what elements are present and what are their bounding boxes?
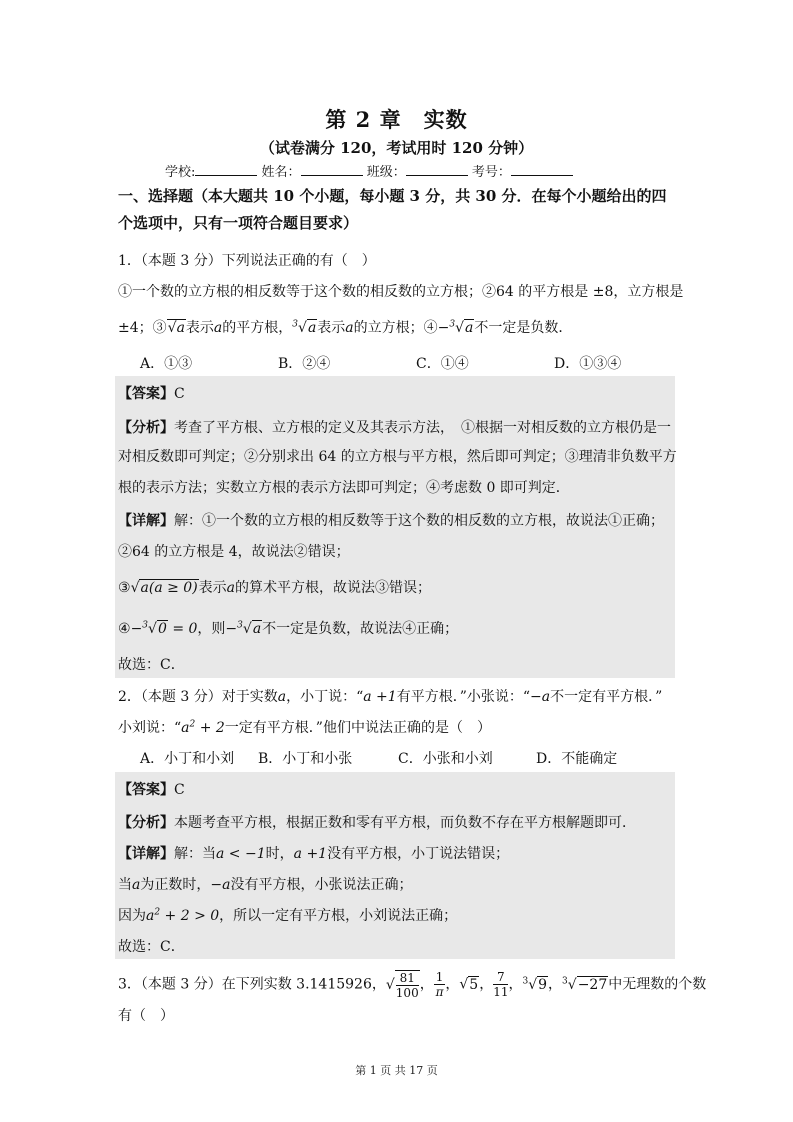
- sqrt-81-100-expr: √ $\frac{81}{100}$: [385, 970, 419, 1000]
- q3-stem-2: 有（ ）: [118, 1008, 174, 1024]
- q2-solution-box: [115, 772, 675, 959]
- q2-option-a[interactable]: A．小丁和小刘: [140, 751, 235, 767]
- section-heading: 一、选择题（本大题共 10 个小题，每小题 3 分，共 30 分．在每个小题给出的四个选项中，只有一项符合题目要求）: [118, 187, 667, 232]
- name-label: 姓名：: [261, 165, 301, 180]
- q1-analysis-2: 对相反数即可判定；②分别求出 64 的立方根与平方根，然后即可判定；③理清非负数平方: [118, 449, 677, 465]
- q3-stem-1: 3．（本题 3 分）在下列实数 3.1415926，√ $\frac{81}{100}$ ， $\frac{1}{\pi}$ ，√5， $\frac{7}{11}$ ，$^3$√9，$^3$√−27中无理数的个数: [118, 970, 707, 1000]
- q1-detail-4: ④−$^3$√0 = 0，则−$^3$√a不一定是负数，故说法④正确；: [118, 620, 459, 637]
- q1-statement-line1: ①一个数的立方根的相反数等于这个数的相反数的立方根；②64 的平方根是 ±8，立方根是: [118, 284, 684, 300]
- q2-detail-1: 【详解】解：当a < −1时，a +1没有平方根，小丁说法错误；: [118, 846, 510, 862]
- neg-cbrt-a-expr: −$^3$√a: [437, 319, 474, 336]
- q1-detail-2: ②64 的立方根是 4，故说法②错误；: [118, 544, 350, 560]
- q2-stem-2: 小刘说：“$a^2 + 2$一定有平方根．”他们中说法正确的是（ ）: [118, 719, 491, 736]
- cbrt-a-expr: $^3$√a: [292, 319, 317, 336]
- number-label: 考号：: [471, 165, 511, 180]
- q2-option-b[interactable]: B．小丁和小张: [258, 751, 353, 767]
- student-info-line: [165, 161, 573, 180]
- q2-detail-2: 当a为正数时，−a没有平方根，小张说法正确；: [118, 877, 413, 893]
- name-blank[interactable]: [301, 163, 363, 176]
- q1-option-b[interactable]: B．②④: [278, 356, 331, 372]
- q2-analysis: 【分析】本题考查平方根，根据正数和零有平方根，而负数不存在平方根解题即可．: [118, 815, 636, 831]
- q2-options: [140, 748, 617, 768]
- page-footer: 第 1 页 共 17 页: [355, 1064, 438, 1077]
- q1-options: [140, 353, 621, 373]
- school-label: 学校:: [165, 165, 196, 180]
- q1-option-d[interactable]: D．①③④: [554, 356, 622, 372]
- class-label: 班级：: [366, 165, 406, 180]
- q2-stem-1: 2．（本题 3 分）对于实数a，小丁说：“a +1有平方根．”小张说：“−a不一定有平方根．”: [118, 689, 663, 705]
- sqrt-a-expr: √a: [167, 320, 185, 336]
- page-title: 第 2 章 实数: [325, 107, 468, 132]
- q2-option-d[interactable]: D．不能确定: [536, 751, 618, 767]
- q1-detail-3: ③√a(a ≥ 0)表示a的算术平方根，故说法③错误；: [118, 580, 432, 596]
- q1-option-a[interactable]: A．①③: [140, 356, 193, 372]
- q1-choose: 故选：C．: [118, 657, 185, 673]
- q1-analysis-1: 【分析】考查了平方根、立方根的定义及其表示方法， ①根据一对相反数的立方根仍是一: [118, 420, 671, 436]
- q2-answer: 【答案】C: [118, 782, 185, 798]
- q1-option-c[interactable]: C．①④: [416, 356, 469, 372]
- q2-option-c[interactable]: C．小张和小刘: [398, 751, 493, 767]
- q2-detail-3: 因为$a^2 + 2 > 0$，所以一定有平方根，小刘说法正确；: [118, 907, 458, 924]
- q1-statement-line2: ±4；③√a表示a的平方根，$^3$√a表示a的立方根；④−$^3$√a不一定是负数．: [118, 319, 573, 336]
- number-blank[interactable]: [511, 163, 573, 176]
- q1-stem: 1．（本题 3 分）下列说法正确的有（ ）: [118, 253, 376, 269]
- class-blank[interactable]: [406, 163, 468, 176]
- school-blank[interactable]: [195, 163, 257, 176]
- q1-detail-1: 【详解】解：①一个数的立方根的相反数等于这个数的相反数的立方根，故说法①正确；: [118, 513, 664, 529]
- exam-subtitle: （试卷满分 120，考试用时 120 分钟）: [259, 139, 534, 157]
- q2-choose: 故选：C．: [118, 939, 185, 955]
- q1-answer: 【答案】C: [118, 386, 185, 402]
- q1-analysis-3: 根的表示方法；实数立方根的表示方法即可判定；④考虑数 0 即可判定．: [118, 480, 570, 496]
